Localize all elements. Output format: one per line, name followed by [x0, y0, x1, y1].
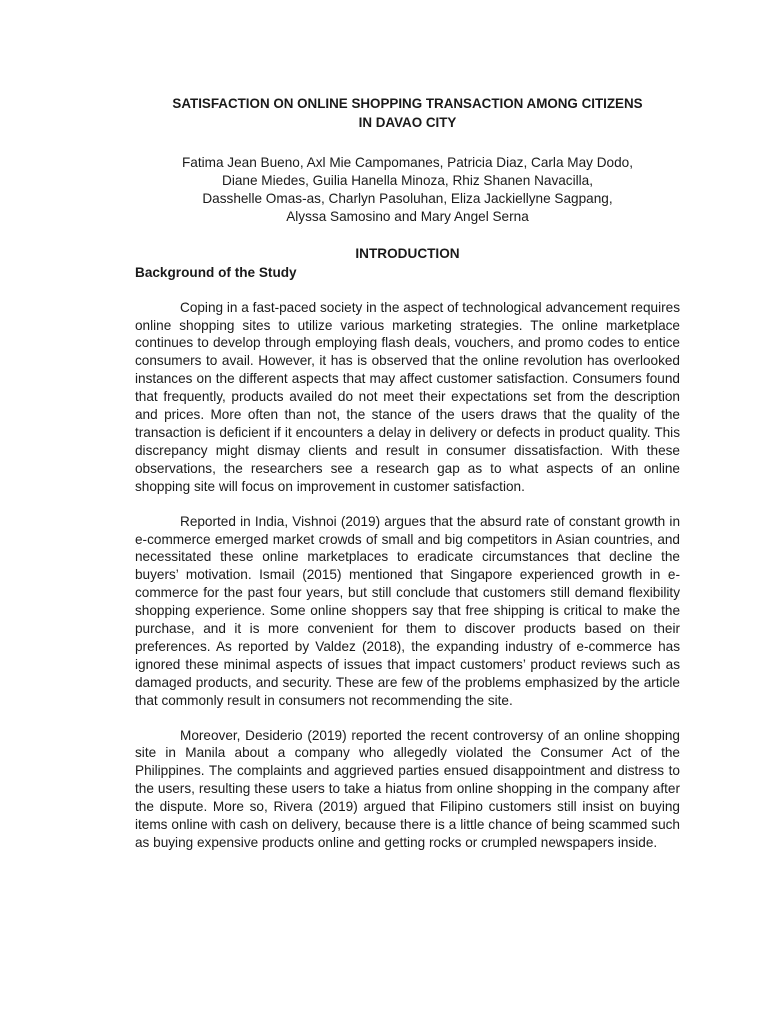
paper-title-line-2: IN DAVAO CITY: [358, 115, 457, 130]
section-heading-introduction: INTRODUCTION: [355, 245, 460, 261]
author-list: [135, 154, 680, 226]
body-paragraph-3: Moreover, Desiderio (2019) reported the recent controversy of an online shopping site in Manila about a company who allegedly violated the Consumer Act of the Philippines. The complaints and aggrieved parties ensued disappointment and distress to the users, resulting these users to take a hiatus from online shopping in the company after the dispute. More so, Rivera (2019) argued that Filipino customers still insist on buying items online with cash on delivery, because there is a little chance of being scammed such as buying expensive products online and getting rocks or crumpled newspapers inside.: [135, 727, 680, 850]
author-line-2: Diane Miedes, Guilia Hanella Minoza, Rhiz Shanen Navacilla,: [222, 172, 593, 188]
body-paragraph-1: Coping in a fast-paced society in the aspect of technological advancement requires online shopping sites to utilize various marketing strategies. The online marketplace continues to develop through employing flash deals, vouchers, and promo codes to entice consumers to avail. However, it has is observed that the online revolution has overlooked instances on the different aspects that may affect customer satisfaction. Consumers found that frequently, products availed do not meet their expectations set from the description and prices. More often than not, the stance of the users draws that the quality of the transaction is deficient if it encounters a delay in delivery or defects in product quality. This discrepancy might dismay clients and result in consumer dissatisfaction. With these observations, the researchers see a research gap as to what aspects of an online shopping site will focus on improvement in customer satisfaction.: [135, 299, 680, 494]
subsection-heading-background: Background of the Study: [135, 264, 297, 280]
paper-title-line-1: SATISFACTION ON ONLINE SHOPPING TRANSACTION AMONG CITIZENS: [172, 96, 643, 111]
author-line-1: Fatima Jean Bueno, Axl Mie Campomanes, Patricia Diaz, Carla May Dodo,: [181, 155, 634, 170]
author-line-4: Alyssa Samosino and Mary Angel Serna: [286, 208, 529, 224]
document-page: [135, 94, 680, 852]
author-line-3: Dasshelle Omas-as, Charlyn Pasoluhan, Eliza Jackiellyne Sagpang,: [202, 190, 613, 206]
body-paragraph-2: Reported in India, Vishnoi (2019) argues that the absurd rate of constant growth in e-commerce emerged market crowds of small and big competitors in Asian countries, and necessitated these online marketplaces to eradicate circumstances that decline the buyers’ motivation. Ismail (2015) mentioned that Singapore experienced growth in e-commerce for the past four years, but still conclude that customers still demand flexibility shopping experience. Some online shoppers say that free shipping is critical to make the purchase, and it is more convenient for them to discover products based on their preferences. As reported by Valdez (2018), the expanding industry of e-commerce has ignored these minimal aspects of issues that impact customers’ product reviews such as damaged products, and security. These are few of the problems emphasized by the article that commonly result in consumers not recommending the site.: [135, 513, 680, 708]
paper-title: [135, 94, 680, 132]
